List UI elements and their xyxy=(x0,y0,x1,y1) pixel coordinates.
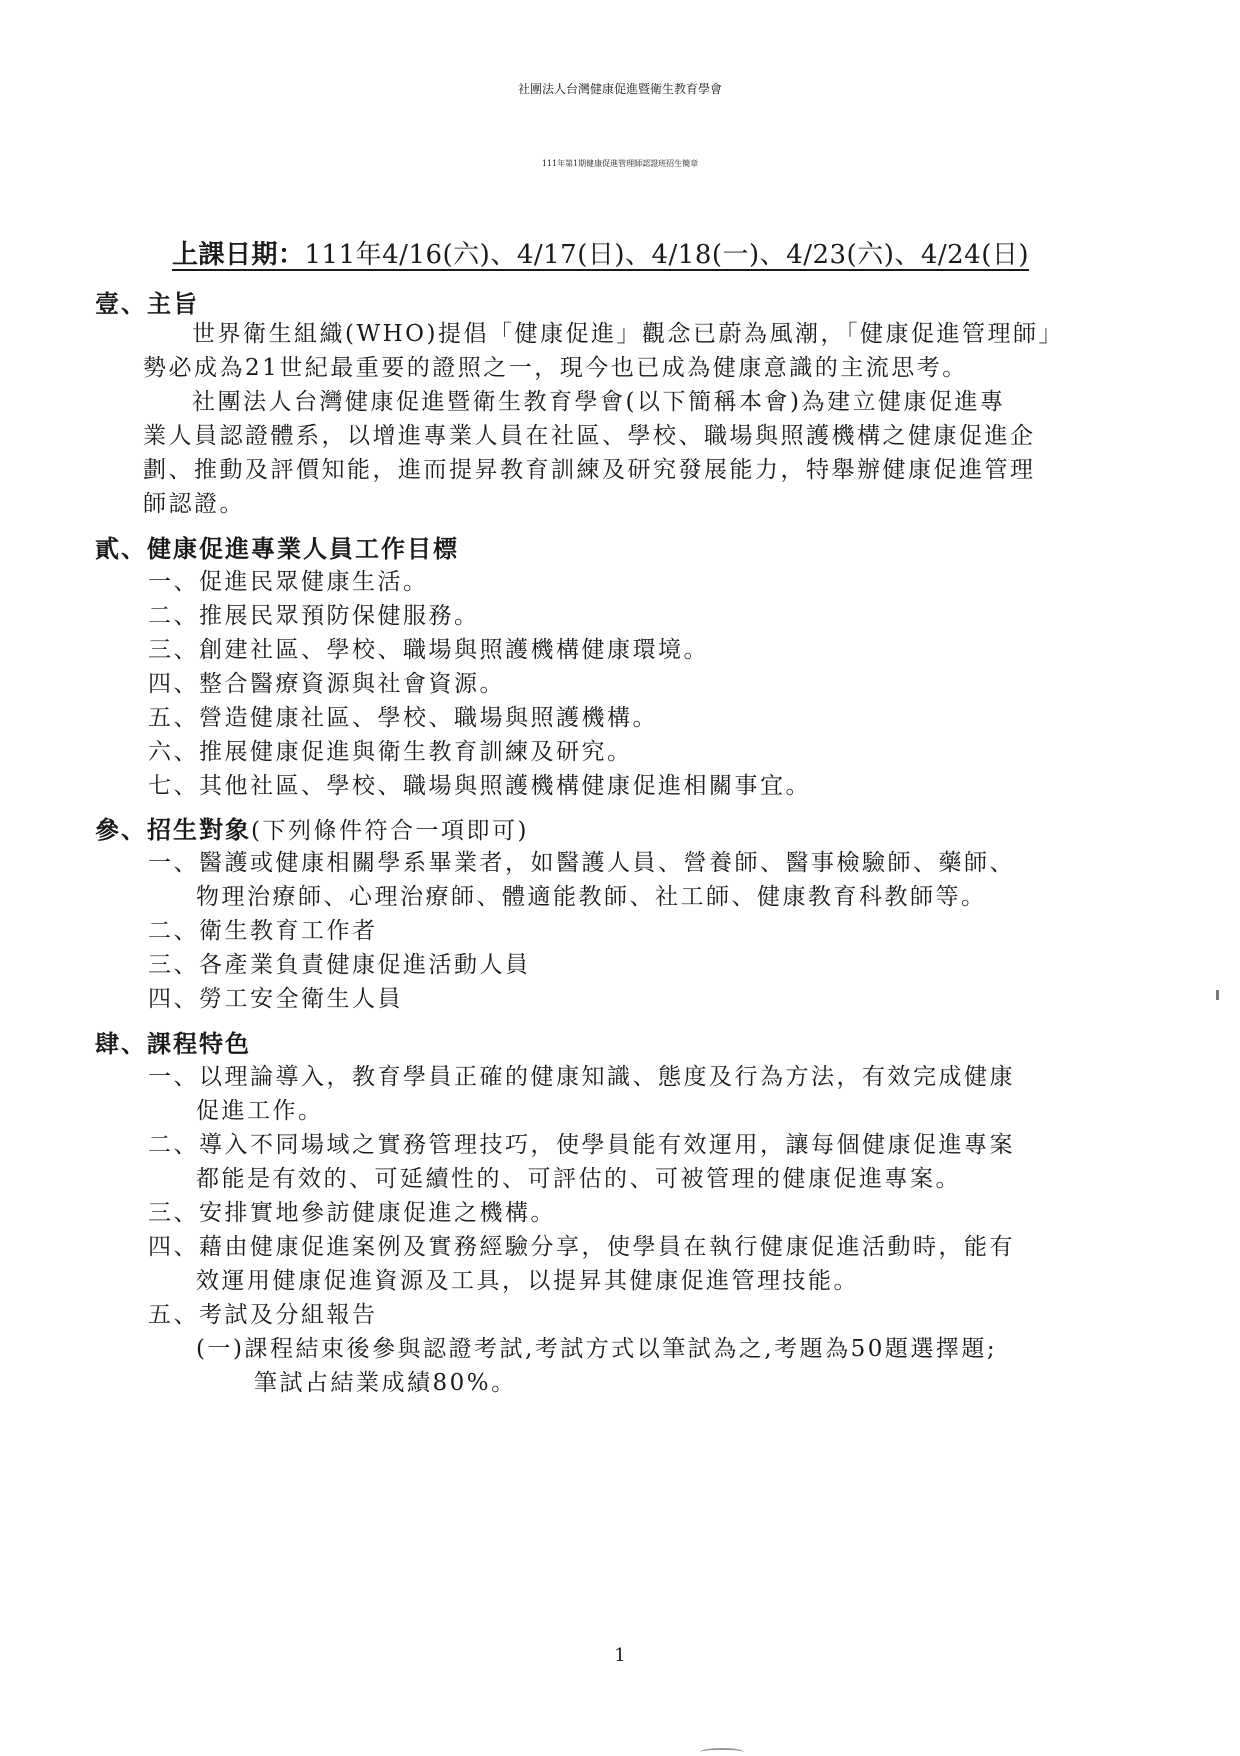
page-number: 1 xyxy=(614,1645,626,1666)
s2-item-2: 二、推展民眾預防保健服務。 xyxy=(148,603,480,629)
s4-item-2-line-1: 二、導入不同場域之實務管理技巧，使學員能有效運用，讓每個健康促進專案 xyxy=(148,1132,1015,1158)
s3-item-4: 四、勞工安全衛生人員 xyxy=(148,986,403,1012)
section-4-heading: 肆、課程特色 xyxy=(95,1029,251,1058)
section-3-heading-line xyxy=(95,815,529,844)
s1-paragraph-2-line-4: 師認證。 xyxy=(143,491,245,517)
section-2-heading: 貳、健康促進專業人員工作目標 xyxy=(95,534,459,563)
s1-paragraph-2-line-2: 業人員認證體系，以增進專業人員在社區、學校、職場與照護機構之健康促進企 xyxy=(143,423,1036,449)
scan-artifact xyxy=(1216,990,1219,1000)
s2-item-7: 七、其他社區、學校、職場與照護機構健康促進相關事宜。 xyxy=(148,773,811,799)
class-dates-value: 111年4/16(六)、4/17(日)、4/18(一)、4/23(六)、4/24(日) xyxy=(304,240,1030,270)
s4-item-5-sub-1-line-1: (一)課程結束後參與認證考試,考試方式以筆試為之,考題為50題選擇題; xyxy=(196,1336,998,1362)
s2-item-5: 五、營造健康社區、學校、職場與照護機構。 xyxy=(148,705,658,731)
s4-item-3: 三、安排實地參訪健康促進之機構。 xyxy=(148,1200,556,1226)
class-dates-label: 上課日期： xyxy=(172,240,305,270)
s4-item-5: 五、考試及分組報告 xyxy=(148,1302,378,1328)
s3-item-3: 三、各產業負責健康促進活動人員 xyxy=(148,952,531,978)
class-dates xyxy=(172,234,1029,271)
s3-item-2: 二、衛生教育工作者 xyxy=(148,918,378,944)
s3-item-1-line-2: 物理治療師、心理治療師、體適能教師、社工師、健康教育科教師等。 xyxy=(196,884,987,910)
s1-paragraph-1-line-1: 世界衛生組織(WHO)提倡「健康促進」觀念已蔚為風潮，「健康促進管理師」 xyxy=(192,321,1064,347)
document-title: 社團法人台灣健康促進暨衛生教育學會 xyxy=(517,82,722,96)
s1-paragraph-1-line-2: 勢必成為21世紀最重要的證照之一，現今也已成為健康意識的主流思考。 xyxy=(143,355,968,381)
section-1-heading: 壹、主旨 xyxy=(95,289,199,318)
s4-item-1-line-1: 一、以理論導入，教育學員正確的健康知識、態度及行為方法，有效完成健康 xyxy=(148,1064,1015,1090)
section-3-heading-note: (下列條件符合一項即可) xyxy=(251,818,529,844)
s4-item-4-line-1: 四、藉由健康促進案例及實務經驗分享，使學員在執行健康促進活動時，能有 xyxy=(148,1234,1015,1260)
s4-item-1-line-2: 促進工作。 xyxy=(196,1098,324,1124)
s4-item-4-line-2: 效運用健康促進資源及工具，以提昇其健康促進管理技能。 xyxy=(196,1268,859,1294)
s2-item-4: 四、整合醫療資源與社會資源。 xyxy=(148,671,505,697)
s1-paragraph-2-line-1: 社團法人台灣健康促進暨衛生教育學會(以下簡稱本會)為建立健康促進專 xyxy=(192,389,1006,415)
s2-item-3: 三、創建社區、學校、職場與照護機構健康環境。 xyxy=(148,637,709,663)
s3-item-1-line-1: 一、醫護或健康相關學系畢業者，如醫護人員、營養師、醫事檢驗師、藥師、 xyxy=(148,850,1015,876)
s1-paragraph-2-line-3: 劃、推動及評價知能，進而提昇教育訓練及研究發展能力，特舉辦健康促進管理 xyxy=(143,457,1036,483)
s4-item-5-sub-1-line-2: 筆試占結業成績80%。 xyxy=(254,1370,517,1396)
s2-item-1: 一、促進民眾健康生活。 xyxy=(148,569,429,595)
s2-item-6: 六、推展健康促進與衛生教育訓練及研究。 xyxy=(148,739,633,765)
section-3-heading: 參、招生對象 xyxy=(95,815,251,844)
document-subtitle: 111年第1期健康促進管理師認證班招生簡章 xyxy=(541,159,699,168)
s4-item-2-line-2: 都能是有效的、可延續性的、可評估的、可被管理的健康促進專案。 xyxy=(196,1166,961,1192)
